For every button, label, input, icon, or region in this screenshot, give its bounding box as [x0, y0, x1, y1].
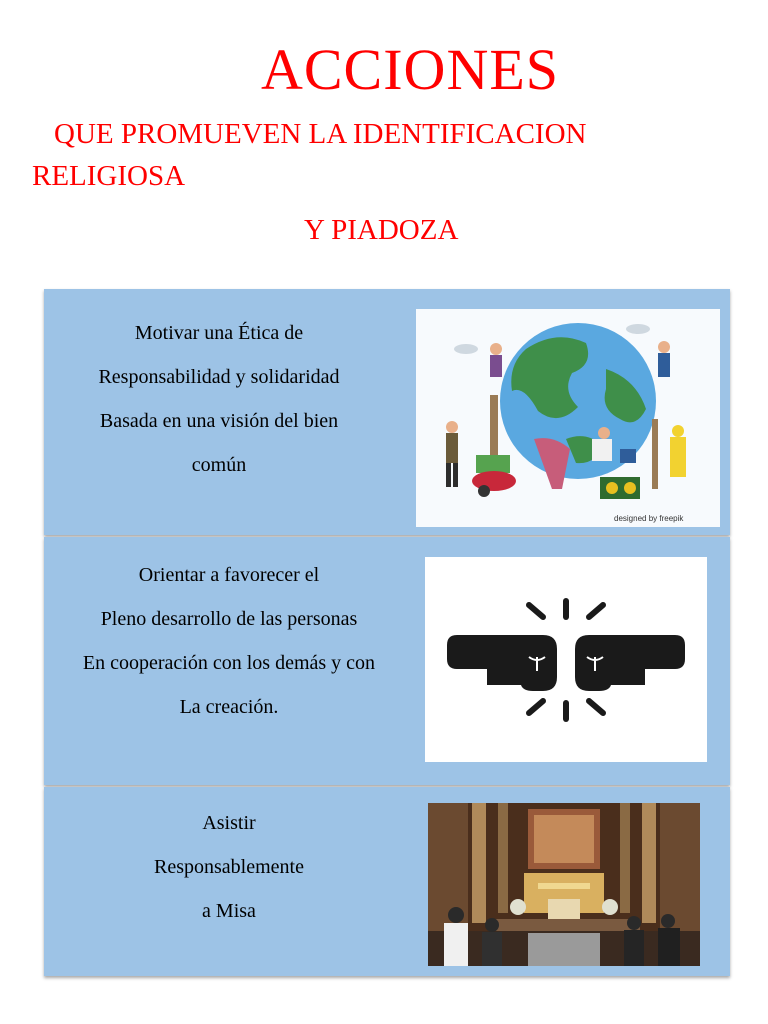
section-3-line-2: Responsablemente — [154, 856, 304, 878]
globe-illustration-icon — [416, 309, 720, 527]
church-interior-photo — [428, 803, 700, 966]
fist-bump-icon — [425, 557, 707, 762]
section-2-line-1: Orientar a favorecer el — [138, 564, 320, 586]
section-1-text — [64, 311, 374, 487]
section-1-line-3: Basada en una visión del bien — [99, 410, 339, 432]
section-3-line-1: Asistir — [202, 812, 256, 834]
subtitle-line-3: Y PIADOZA — [304, 214, 459, 246]
section-2-line-2: Pleno desarrollo de las personas — [100, 608, 358, 630]
section-panel-1 — [44, 289, 730, 535]
section-2-line-4: La creación. — [179, 696, 279, 718]
page-title: ACCIONES — [260, 37, 560, 102]
section-2-line-3: En cooperación con los demás y con — [82, 652, 376, 674]
section-3-line-3: a Misa — [202, 900, 256, 922]
image-credit: designed by freepik — [614, 514, 684, 523]
subtitle-line-2: RELIGIOSA — [32, 160, 186, 192]
section-panel-3 — [44, 787, 730, 976]
section-panel-2 — [44, 537, 730, 785]
section-3-text — [124, 801, 334, 933]
section-1-line-1: Motivar una Ética de — [134, 322, 304, 344]
section-1-line-2: Responsabilidad y solidaridad — [98, 366, 340, 388]
section-2-text — [64, 553, 394, 729]
section-1-line-4: común — [191, 454, 247, 476]
subtitle-line-1: QUE PROMUEVEN LA IDENTIFICACION — [54, 118, 587, 150]
